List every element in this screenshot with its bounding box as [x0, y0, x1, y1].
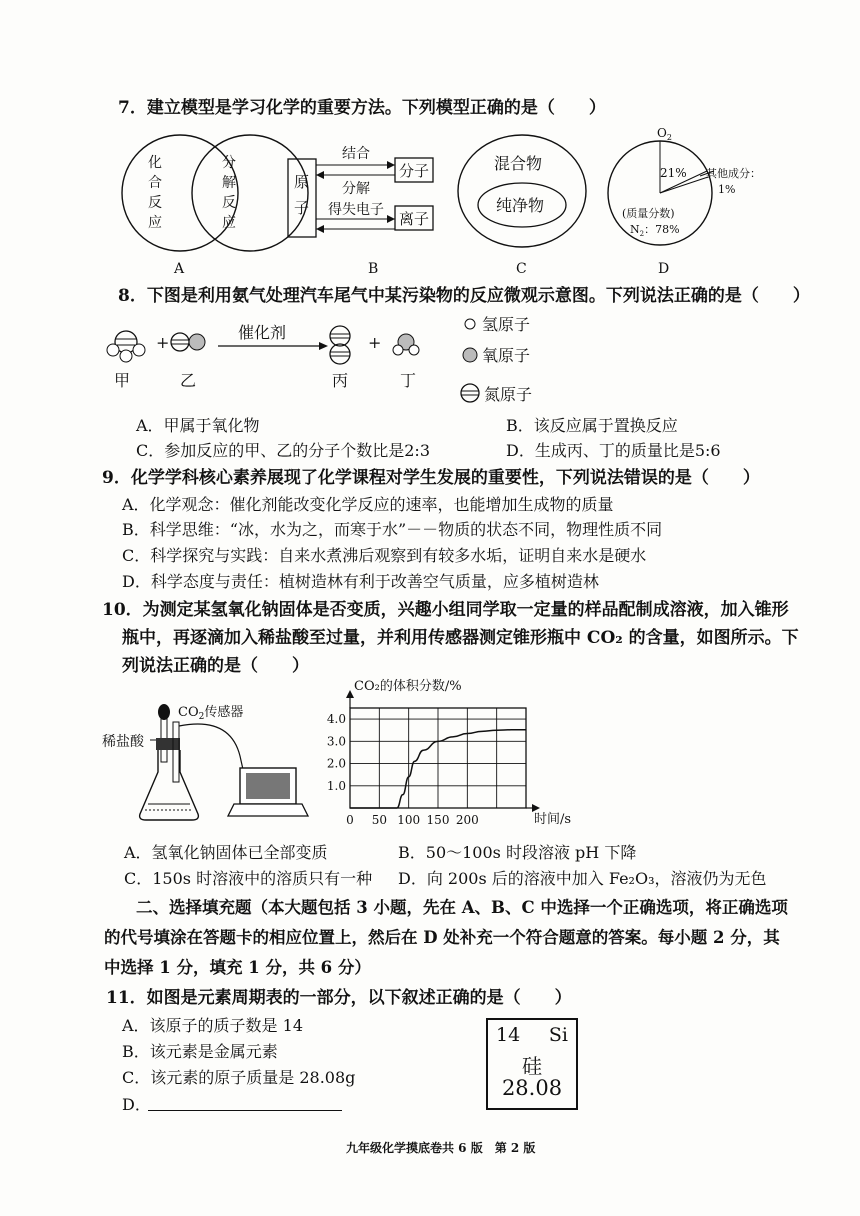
q9-stem: 9．化学学科核心素养展现了化学课程对学生发展的重要性，下列说法错误的是（ ） — [102, 468, 760, 488]
y-tick-label: 1.0 — [326, 778, 346, 793]
svg-text:应: 应 — [148, 215, 162, 231]
answer-blank-line[interactable] — [148, 1110, 342, 1111]
q8-option-c: C．参加反应的甲、乙的分子个数比是2:3 — [136, 441, 430, 460]
q11-option-a: A．该原子的质子数是 14 — [122, 1016, 304, 1035]
molecule-yi — [171, 333, 205, 351]
svg-text:纯净物: 纯净物 — [496, 196, 545, 215]
q8-reaction-diagram — [100, 312, 580, 412]
q9-option-c: C．科学探究与实践：自来水煮沸后观察到有较多水垢，证明自来水是硬水 — [122, 546, 647, 565]
co2-line-chart — [326, 676, 586, 836]
atomic-number: 14 — [496, 1024, 521, 1046]
svg-text:丁: 丁 — [400, 371, 417, 390]
q9-option-d: D．科学态度与责任：植树造林有利于改善空气质量，应多植树造林 — [122, 572, 599, 591]
q8-option-a: A．甲属于氧化物 — [136, 416, 260, 435]
y-tick-label: 4.0 — [326, 712, 346, 727]
y-tick-label: 2.0 — [326, 756, 346, 771]
svg-text:稀盐酸: 稀盐酸 — [102, 734, 144, 750]
model-b-relations — [288, 145, 433, 237]
x-tick-label: 200 — [455, 813, 479, 827]
atom-legend — [461, 315, 532, 404]
q10-option-b: B．50～100s 时段溶液 pH 下降 — [398, 843, 637, 862]
y-axis-arrowhead — [346, 690, 354, 698]
q9-option-a: A．化学观念：催化剂能改变化学反应的速率，也能增加生成物的质量 — [122, 495, 614, 514]
x-tick-label: 100 — [397, 813, 421, 827]
svg-text:分子: 分子 — [399, 162, 430, 180]
y-tick-label: 3.0 — [326, 734, 346, 749]
svg-text:反: 反 — [148, 195, 162, 211]
svg-text:应: 应 — [222, 215, 236, 231]
option-a-letter: A — [174, 261, 185, 277]
molecule-bing — [330, 326, 350, 364]
y-axis-label: CO₂的体积分数/% — [354, 679, 462, 694]
svg-text:21%: 21% — [660, 166, 687, 180]
q11-option-d: D． — [122, 1095, 151, 1114]
svg-text:子: 子 — [294, 199, 310, 217]
element-tile-si — [486, 1018, 578, 1110]
svg-text:+: + — [156, 333, 170, 352]
section2-line3: 中选择 1 分，填充 1 分，共 6 分） — [104, 958, 371, 977]
svg-text:分: 分 — [222, 155, 236, 171]
svg-text:其他成分：: 其他成分： — [706, 167, 761, 180]
svg-text:解: 解 — [222, 175, 236, 191]
svg-text:+: + — [368, 333, 382, 352]
svg-text:合: 合 — [148, 175, 162, 191]
q11-option-c: C．该元素的原子质量是 28.08g — [122, 1068, 356, 1087]
svg-text:CO2传感器: $CO_2$传感器 — [178, 705, 244, 722]
svg-text:O2: $O_2$ — [657, 126, 672, 142]
option-c-letter: C — [516, 261, 527, 277]
svg-text:催化剂: 催化剂 — [238, 323, 287, 342]
x-tick-label: 150 — [426, 813, 450, 827]
svg-text:混合物: 混合物 — [494, 154, 543, 173]
q10-line3: 列说法正确的是（ ） — [122, 656, 309, 676]
chart-grid — [346, 690, 540, 812]
x-axis-arrowhead — [532, 804, 540, 812]
svg-text:反: 反 — [222, 195, 236, 211]
model-c-ellipses — [458, 135, 586, 247]
svg-text:离子: 离子 — [399, 210, 430, 228]
svg-text:(质量分数): (质量分数) — [622, 207, 675, 220]
x-tick-label: 0 — [346, 813, 354, 827]
svg-text:化: 化 — [148, 155, 162, 171]
svg-text:1%: 1% — [718, 183, 736, 196]
option-b-letter: B — [368, 261, 379, 277]
model-a-venn — [122, 135, 308, 251]
x-tick-label: 50 — [371, 813, 387, 827]
q11-option-b: B．该元素是金属元素 — [122, 1042, 278, 1061]
q8-option-b: B．该反应属于置换反应 — [506, 416, 678, 435]
svg-text:N2：78%: $N_2$：78% — [630, 223, 680, 238]
section2-line2: 的代号填涂在答题卡的相应位置上，然后在 D 处补充一个符合题意的答案。每小题 2 分，其 — [104, 928, 780, 947]
q10-option-a: A．氢氧化钠固体已全部变质 — [124, 843, 328, 862]
q8-stem: 8．下图是利用氨气处理汽车尾气中某污染物的反应微观示意图。下列说法正确的是（ ） — [118, 286, 810, 306]
q7-stem: 7．建立模型是学习化学的重要方法。下列模型正确的是（ ） — [118, 98, 606, 118]
q10-line1: 10．为测定某氢氧化钠固体是否变质，兴趣小组同学取一定量的样品配制成溶液，加入锥形 — [102, 600, 789, 620]
svg-text:结合: 结合 — [342, 146, 370, 162]
q10-apparatus — [100, 696, 310, 836]
page-footer: 九年级化学摸底卷共 6 版 第 2 版 — [346, 1141, 536, 1155]
section2-line1: 二、选择填充题（本大题包括 3 小题，先在 A、B、C 中选择一个正确选项，将正确选项 — [136, 898, 788, 917]
svg-text:氧原子: 氧原子 — [482, 346, 531, 365]
q10-option-c: C．150s 时溶液中的溶质只有一种 — [124, 869, 373, 888]
svg-text:丙: 丙 — [332, 371, 349, 390]
q11-stem: 11．如图是元素周期表的一部分，以下叙述正确的是（ ） — [106, 988, 572, 1008]
element-symbol: Si — [548, 1024, 568, 1046]
element-name: 硅 — [522, 1054, 542, 1078]
option-d-letter: D — [658, 261, 670, 277]
q9-option-b: B．科学思维：“冰，水为之，而寒于水”－－物质的状态不同，物理性质不同 — [122, 520, 663, 539]
svg-text:原: 原 — [294, 173, 310, 191]
model-d-pie — [608, 126, 761, 245]
svg-text:分解: 分解 — [342, 181, 370, 197]
svg-text:乙: 乙 — [180, 371, 197, 390]
svg-text:甲: 甲 — [114, 371, 131, 390]
svg-text:氮原子: 氮原子 — [484, 385, 533, 404]
q7-models — [100, 125, 780, 280]
q10-option-d: D．向 200s 后的溶液中加入 Fe₂O₃，溶液仍为无色 — [398, 869, 767, 888]
svg-text:氢原子: 氢原子 — [482, 315, 531, 334]
atomic-mass: 28.08 — [501, 1076, 563, 1100]
q8-option-d: D．生成丙、丁的质量比是5:6 — [506, 441, 721, 460]
svg-text:得失电子: 得失电子 — [328, 202, 384, 218]
q10-line2: 瓶中，再逐滴加入稀盐酸至过量，并利用传感器测定锥形瓶中 CO₂ 的含量，如图所示。下 — [122, 628, 799, 648]
x-axis-label: 时间/s — [534, 812, 572, 827]
molecule-ding — [393, 334, 419, 355]
molecule-jia — [107, 331, 145, 362]
